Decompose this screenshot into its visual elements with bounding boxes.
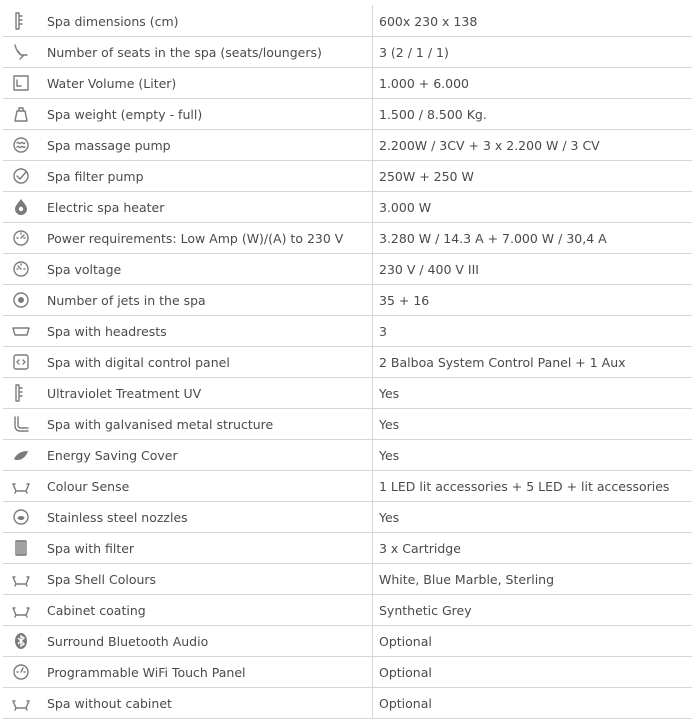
metal-structure-icon bbox=[3, 409, 39, 440]
spec-value: 35 + 16 bbox=[373, 285, 693, 316]
filter-cartridge-icon bbox=[3, 533, 39, 564]
massage-pump-icon bbox=[3, 130, 39, 161]
spec-value: Yes bbox=[373, 409, 693, 440]
jet-icon bbox=[3, 285, 39, 316]
spec-label: Spa with headrests bbox=[39, 316, 373, 347]
voltage-gauge-icon bbox=[3, 254, 39, 285]
spec-row bbox=[3, 378, 692, 409]
spec-label: Water Volume (Liter) bbox=[39, 68, 373, 99]
spec-value: Optional bbox=[373, 626, 693, 657]
spec-row bbox=[3, 409, 692, 440]
spec-label: Stainless steel nozzles bbox=[39, 502, 373, 533]
spec-row bbox=[3, 285, 692, 316]
spec-label: Spa Shell Colours bbox=[39, 564, 373, 595]
spec-label: Electric spa heater bbox=[39, 192, 373, 223]
spec-label: Number of seats in the spa (seats/loungers) bbox=[39, 37, 373, 68]
spec-row bbox=[3, 161, 692, 192]
spec-value: Yes bbox=[373, 440, 693, 471]
spec-row bbox=[3, 37, 692, 68]
spec-value: 3 (2 / 1 / 1) bbox=[373, 37, 693, 68]
power-gauge-icon bbox=[3, 223, 39, 254]
spec-label: Cabinet coating bbox=[39, 595, 373, 626]
leaf-icon bbox=[3, 440, 39, 471]
spec-label: Spa with galvanised metal structure bbox=[39, 409, 373, 440]
spec-value: White, Blue Marble, Sterling bbox=[373, 564, 693, 595]
spec-label: Spa voltage bbox=[39, 254, 373, 285]
spec-label: Spa with filter bbox=[39, 533, 373, 564]
spec-row bbox=[3, 440, 692, 471]
spec-row bbox=[3, 68, 692, 99]
spec-row bbox=[3, 626, 692, 657]
spec-value: 230 V / 400 V III bbox=[373, 254, 693, 285]
control-panel-icon bbox=[3, 347, 39, 378]
spec-value: Optional bbox=[373, 657, 693, 688]
spec-value: Yes bbox=[373, 502, 693, 533]
spec-value: 3 x Cartridge bbox=[373, 533, 693, 564]
spec-value: 3.000 W bbox=[373, 192, 693, 223]
spec-label: Spa dimensions (cm) bbox=[39, 6, 373, 37]
tub-icon bbox=[3, 595, 39, 626]
spec-label: Energy Saving Cover bbox=[39, 440, 373, 471]
spec-value: 250W + 250 W bbox=[373, 161, 693, 192]
spec-row bbox=[3, 130, 692, 161]
spec-row bbox=[3, 595, 692, 626]
tub-icon bbox=[3, 471, 39, 502]
nozzle-icon bbox=[3, 502, 39, 533]
spec-label: Spa massage pump bbox=[39, 130, 373, 161]
spec-row bbox=[3, 223, 692, 254]
weight-icon bbox=[3, 99, 39, 130]
spec-label: Spa filter pump bbox=[39, 161, 373, 192]
spec-value: 3 bbox=[373, 316, 693, 347]
uv-icon bbox=[3, 378, 39, 409]
spec-label: Number of jets in the spa bbox=[39, 285, 373, 316]
spec-label: Ultraviolet Treatment UV bbox=[39, 378, 373, 409]
spec-label: Surround Bluetooth Audio bbox=[39, 626, 373, 657]
spec-row bbox=[3, 471, 692, 502]
headrest-icon bbox=[3, 316, 39, 347]
spec-label: Colour Sense bbox=[39, 471, 373, 502]
heater-icon bbox=[3, 192, 39, 223]
spec-row bbox=[3, 564, 692, 595]
spec-value: Optional bbox=[373, 688, 693, 719]
spec-label: Power requirements: Low Amp (W)/(A) to 230 V bbox=[39, 223, 373, 254]
ruler-icon bbox=[3, 6, 39, 37]
spec-table-body bbox=[3, 6, 692, 719]
bluetooth-icon bbox=[3, 626, 39, 657]
spec-row bbox=[3, 533, 692, 564]
spec-value: Synthetic Grey bbox=[373, 595, 693, 626]
spec-row bbox=[3, 192, 692, 223]
spec-label: Programmable WiFi Touch Panel bbox=[39, 657, 373, 688]
spec-value: 600x 230 x 138 bbox=[373, 6, 693, 37]
spec-value: 1.000 + 6.000 bbox=[373, 68, 693, 99]
spec-table bbox=[3, 5, 692, 719]
spec-value: 1.500 / 8.500 Kg. bbox=[373, 99, 693, 130]
spec-value: 2 Balboa System Control Panel + 1 Aux bbox=[373, 347, 693, 378]
spec-value: 1 LED lit accessories + 5 LED + lit accessories bbox=[373, 471, 693, 502]
spec-row bbox=[3, 254, 692, 285]
seat-icon bbox=[3, 37, 39, 68]
spec-value: 3.280 W / 14.3 A + 7.000 W / 30,4 A bbox=[373, 223, 693, 254]
spec-label: Spa with digital control panel bbox=[39, 347, 373, 378]
spec-row bbox=[3, 688, 692, 719]
spec-label: Spa without cabinet bbox=[39, 688, 373, 719]
filter-pump-icon bbox=[3, 161, 39, 192]
spec-row bbox=[3, 502, 692, 533]
gauge-icon bbox=[3, 657, 39, 688]
tub-icon bbox=[3, 688, 39, 719]
tub-icon bbox=[3, 564, 39, 595]
spec-row bbox=[3, 657, 692, 688]
spec-row bbox=[3, 99, 692, 130]
spec-value: Yes bbox=[373, 378, 693, 409]
water-volume-icon bbox=[3, 68, 39, 99]
spec-label: Spa weight (empty - full) bbox=[39, 99, 373, 130]
spec-row bbox=[3, 6, 692, 37]
spec-value: 2.200W / 3CV + 3 x 2.200 W / 3 CV bbox=[373, 130, 693, 161]
spec-row bbox=[3, 347, 692, 378]
spec-row bbox=[3, 316, 692, 347]
